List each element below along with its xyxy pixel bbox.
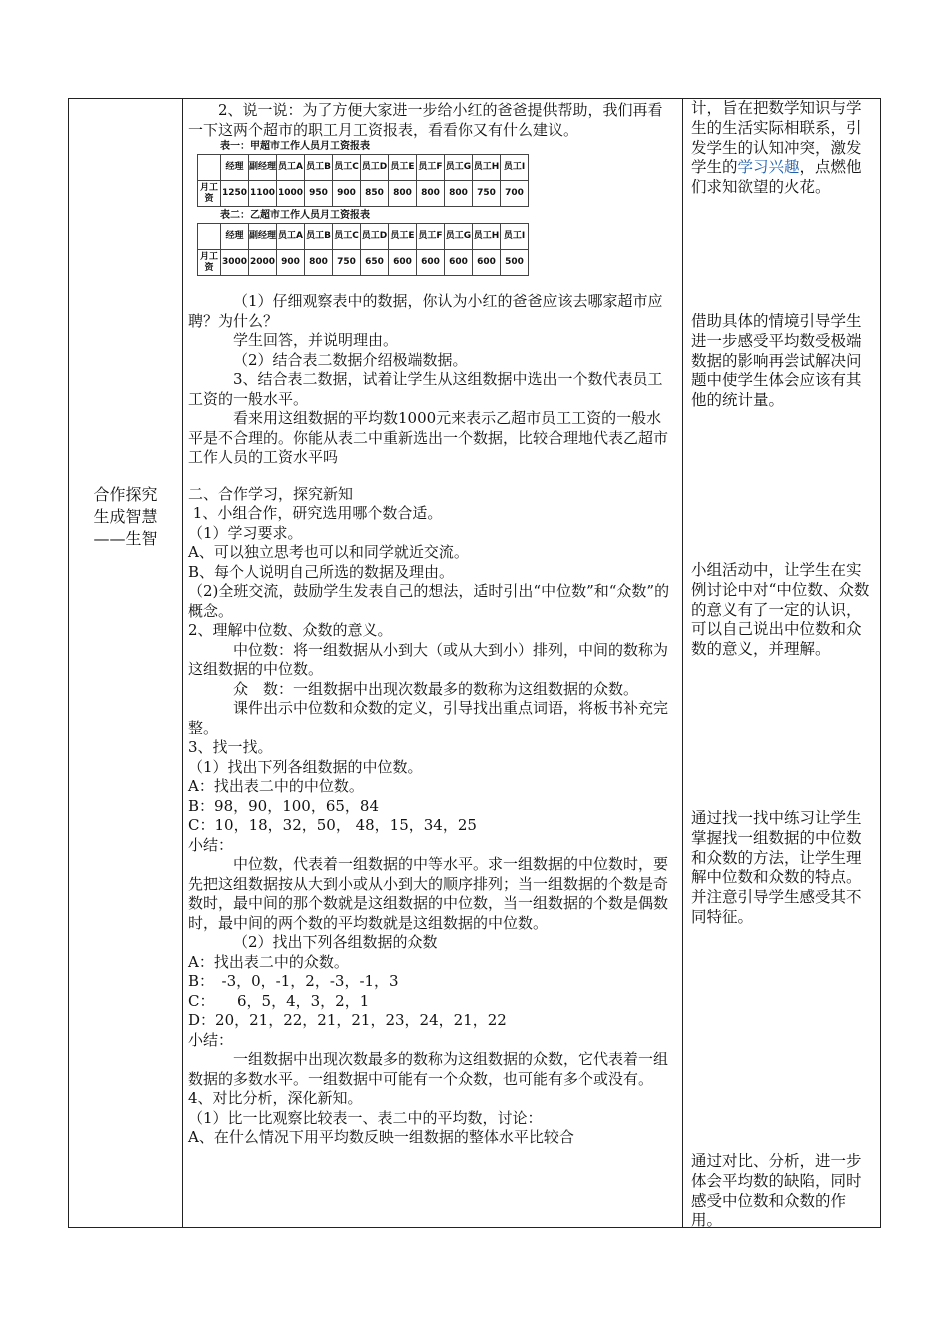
table-cell: 800 xyxy=(445,181,473,207)
table-header: 员工C xyxy=(333,155,361,181)
table-cell: 700 xyxy=(501,181,529,207)
table-cell: 1100 xyxy=(249,181,277,207)
table-header: 员工H xyxy=(473,224,501,250)
table-cell: 850 xyxy=(361,181,389,207)
table-header: 员工B xyxy=(305,155,333,181)
note-3: 小组活动中，让学生在实例讨论中对“中位数、众数的意义有了一定的认识，可以自己说出中位数和众数的意义，并理解。 xyxy=(691,561,870,659)
table-cell xyxy=(198,224,221,250)
table-cell xyxy=(198,155,221,181)
paragraph: A、可以独立思考也可以和同学就近交流。 xyxy=(188,543,469,561)
table-header: 经理 xyxy=(221,155,249,181)
table-cell: 600 xyxy=(417,250,445,276)
paragraph: 小结： xyxy=(188,835,234,854)
salary-table-2 xyxy=(197,223,529,276)
definition-median: 中位数：将一组数据从小到大（或从大到小）排列，中间的数称为这组数据的中位数。 xyxy=(188,640,669,678)
table-cell: 800 xyxy=(305,250,333,276)
paragraph: A、在什么情况下用平均数反映一组数据的整体水平比较合 xyxy=(188,1128,574,1146)
paragraph: 3、结合表二数据，试着让学生从这组数据中选出一个数代表员工工资的一般水平。 xyxy=(188,370,663,408)
table-cell: 750 xyxy=(473,181,501,207)
table2-caption: 表二：乙超市工作人员月工资报表 xyxy=(220,210,370,221)
paragraph: （2）找出下列各组数据的众数 xyxy=(233,933,438,951)
note-5: 通过对比、分析，进一步体会平均数的缺陷，同时感受中位数和众数的作用。 xyxy=(691,1152,862,1230)
paragraph: 小结： xyxy=(188,1030,234,1049)
table-row xyxy=(198,224,529,250)
table-header: 员工B xyxy=(305,224,333,250)
paragraph: （1）比一比观察比较表一、表二中的平均数，讨论： xyxy=(188,1108,543,1127)
paragraph: 2、说一说：为了方便大家进一步给小红的爸爸提供帮助，我们再看一下这两个超市的职工月工资报表，看看你又有什么建议。 xyxy=(188,101,663,139)
paragraph: D：20，21，22，21，21，23，24，21，22 xyxy=(188,1011,507,1029)
table-header: 员工D xyxy=(361,155,389,181)
table-cell: 900 xyxy=(277,250,305,276)
table-header: 员工I xyxy=(501,155,529,181)
paragraph: 学生回答，并说明理由。 xyxy=(233,331,399,349)
stage-label-text: 合作探究 生成智慧 ——生智 xyxy=(93,485,158,548)
table-header: 员工F xyxy=(417,155,445,181)
summary-median: 中位数，代表着一组数据的中等水平。求一组数据的中位数时，要先把这组数据按从大到小或从小到大的顺序排列；当一组数据的个数是奇数时，最中间的那个数就是这组数据的中位数，当一组数据的个数是偶数时，最中间的两个数的平均数就是这组数据的中位数。 xyxy=(188,855,669,932)
table-header: 员工F xyxy=(417,224,445,250)
column-divider xyxy=(682,99,683,1227)
paragraph: B：98，90，100，65，84 xyxy=(188,796,380,815)
table-header: 员工G xyxy=(445,155,473,181)
table-cell: 600 xyxy=(473,250,501,276)
table-cell: 800 xyxy=(417,181,445,207)
table-cell: 600 xyxy=(389,250,417,276)
paragraph: （2）结合表二数据介绍极端数据。 xyxy=(233,350,468,369)
table-cell: 1250 xyxy=(221,181,249,207)
table-cell: 600 xyxy=(445,250,473,276)
table-header: 员工E xyxy=(389,224,417,250)
paragraph: B、每个人说明自己所选的数据及理由。 xyxy=(188,562,455,581)
note-text: 计，旨在把数学知识与学生的生活实际相联系，引发学生的认知冲突，激发学生的 xyxy=(691,99,862,177)
table-cell: 3000 xyxy=(221,250,249,276)
table-header: 员工A xyxy=(277,155,305,181)
table-cell: 500 xyxy=(501,250,529,276)
table-header: 员工C xyxy=(333,224,361,250)
salary-table-1 xyxy=(197,154,529,207)
row-label: 月工资 xyxy=(198,181,221,207)
row-label: 月工资 xyxy=(198,250,221,276)
paragraph: （1）找出下列各组数据的中位数。 xyxy=(188,757,423,776)
paragraph: （1）学习要求。 xyxy=(188,523,303,542)
table-cell: 950 xyxy=(305,181,333,207)
table-header: 员工D xyxy=(361,224,389,250)
table-row xyxy=(198,181,529,207)
table-header: 经理 xyxy=(221,224,249,250)
table-cell: 650 xyxy=(361,250,389,276)
summary-mode: 一组数据中出现次数最多的数称为这组数据的众数，它代表着一组数据的多数水平。一组数据中可能有一个众数，也可能有多个或没有。 xyxy=(188,1050,669,1088)
paragraph: C： 6，5，4，3，2，1 xyxy=(188,991,370,1010)
paragraph: 4、对比分析，深化新知。 xyxy=(188,1089,363,1107)
paragraph: 看来用这组数据的平均数1000元来表示乙超市员工工资的一般水平是不合理的。你能从表二中重新选出一个数据，比较合理地代表乙超市工作人员的工资水平吗 xyxy=(188,409,669,466)
note-1 xyxy=(691,99,875,198)
paragraph: 2、理解中位数、众数的意义。 xyxy=(188,621,393,639)
table-cell: 1000 xyxy=(277,181,305,207)
paragraph: （2)全班交流，鼓励学生发表自己的想法，适时引出“中位数”和“众数”的概念。 xyxy=(188,582,670,620)
table-header: 员工A xyxy=(277,224,305,250)
table-cell: 800 xyxy=(389,181,417,207)
table-header: 副经理 xyxy=(249,155,277,181)
teaching-content xyxy=(188,101,670,1148)
table-header: 副经理 xyxy=(249,224,277,250)
section-heading: 二、合作学习，探究新知 xyxy=(188,484,354,503)
paragraph: 1、小组合作，研究选用哪个数合适。 xyxy=(188,504,443,522)
paragraph: C：10，18，32，50， 48，15，34，25 xyxy=(188,816,477,834)
paragraph: 课件出示中位数和众数的定义，引导找出重点词语，将板书补充完整。 xyxy=(188,699,669,737)
note-2: 借助具体的情境引导学生进一步感受平均数受极端数据的影响再尝试解决问题中使学生体会应该有其他的统计量。 xyxy=(691,312,862,410)
paragraph: B： -3，0，-1，2，-3，-1，3 xyxy=(188,972,399,990)
paragraph: 3、找一找。 xyxy=(188,738,273,756)
table-cell: 2000 xyxy=(249,250,277,276)
paragraph: （1）仔细观察表中的数据，你认为小红的爸爸应该去哪家超市应聘？为什么？ xyxy=(188,292,663,330)
lesson-table xyxy=(68,98,881,1228)
paragraph: A：找出表二中的众数。 xyxy=(188,952,349,971)
table1-caption: 表一：甲超市工作人员月工资报表 xyxy=(220,141,370,152)
note-text: ，点燃他们求知欲望的火花。 xyxy=(691,158,862,197)
table-row xyxy=(198,155,529,181)
note-4: 通过找一找中练习让学生掌握找一组数据的中位数和众数的方法，让学生理解中位数和众数的特点。并注意引导学生感受其不同特征。 xyxy=(691,809,862,926)
table-cell: 900 xyxy=(333,181,361,207)
table-header: 员工G xyxy=(445,224,473,250)
stage-label xyxy=(69,484,182,550)
table-header: 员工E xyxy=(389,155,417,181)
table-row xyxy=(198,250,529,276)
table-header: 员工H xyxy=(473,155,501,181)
table-header: 员工I xyxy=(501,224,529,250)
note-link[interactable]: 学习兴趣 xyxy=(737,158,800,177)
definition-mode: 众 数：一组数据中出现次数最多的数称为这组数据的众数。 xyxy=(233,679,639,698)
table-cell: 750 xyxy=(333,250,361,276)
column-divider xyxy=(182,99,183,1227)
paragraph: A：找出表二中的中位数。 xyxy=(188,777,364,795)
